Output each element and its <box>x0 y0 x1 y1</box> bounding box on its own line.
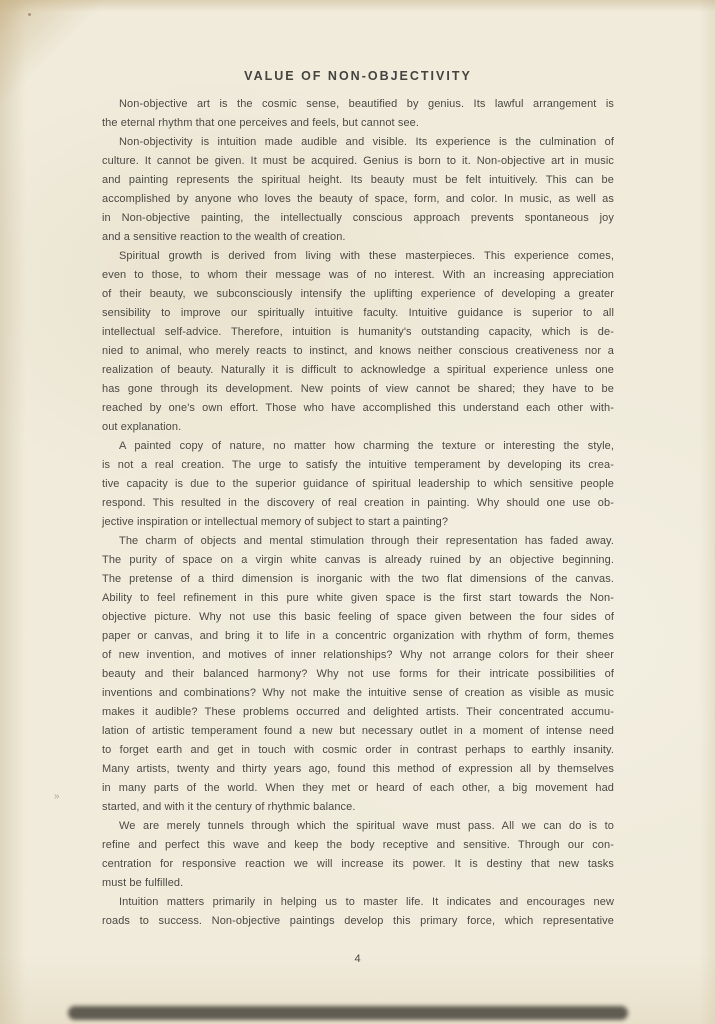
text-line: Non-objectivity is intuition made audible and visible. Its experience is the culmination of <box>119 136 614 148</box>
paragraph <box>102 133 614 247</box>
text-line: objective picture. Why not use this basic feeling of space given between the four sides of <box>102 611 614 623</box>
text-line: jective inspiration or intellectual memory of subject to start a painting? <box>102 516 449 528</box>
text-line: nied to animal, who merely reacts to instinct, and knows neither conscious creativeness nor a <box>102 345 614 357</box>
text-block <box>102 68 614 931</box>
text-line: Non-objective art is the cosmic sense, beautified by genius. Its lawful arrangement is <box>119 98 614 110</box>
text-line: The pretense of a third dimension is inorganic with the two flat dimensions of the canvas. <box>102 573 614 585</box>
text-line: reached by one's own effort. Those who have accomplished this understand each other with- <box>102 402 614 414</box>
text-line: Intuition matters primarily in helping us to master life. It indicates and encourages new <box>119 896 614 908</box>
text-line: the eternal rhythm that one perceives and feels, but cannot see. <box>102 117 420 129</box>
text-line: lation of artistic temperament found a new but necessary outlet in a moment of intense need <box>102 725 614 737</box>
scan-edge-shadow <box>68 1006 628 1020</box>
text-line: accomplished by anyone who loves the beauty of space, form, and color. In music, as well as <box>102 193 614 205</box>
text-line: and a sensitive reaction to the wealth of creation. <box>102 231 346 243</box>
text-line: must be fulfilled. <box>102 877 184 889</box>
text-line: has gone through its development. New points of view cannot be shared; they have to be <box>102 383 614 395</box>
text-line: sensibility to improve our spiritually intuitive faculty. Intuitive guidance is superior to all <box>102 307 614 319</box>
text-line: The purity of space on a virgin white canvas is already ruined by an objective beginning. <box>102 554 614 566</box>
text-line: in many parts of the world. When they met or heard of each other, a big movement had <box>102 782 614 794</box>
page-title: VALUE OF NON-OBJECTIVITY <box>244 69 472 83</box>
text-line: started, and with it the century of rhythmic balance. <box>102 801 356 813</box>
paragraph <box>102 817 614 893</box>
text-line: We are merely tunnels through which the spiritual wave must pass. All we can do is to <box>119 820 614 832</box>
text-line: Many artists, twenty and thirty years ago, found this method of expression all by themselves <box>102 763 614 775</box>
text-line: roads to success. Non-objective paintings develop this primary force, which representative <box>102 915 614 927</box>
text-line: is not a real creation. The urge to satisfy the intuitive temperament by developing its crea- <box>102 459 614 471</box>
text-line: Spiritual growth is derived from living with these masterpieces. This experience comes, <box>119 250 614 262</box>
text-line: centration for responsive reaction we will increase its power. It is destiny that new tasks <box>102 858 614 870</box>
text-line: culture. It cannot be given. It must be acquired. Genius is born to it. Non-objective art in music <box>102 155 614 167</box>
text-line: beauty and their balanced harmony? Why not use forms for their intricate possibilities of <box>102 668 614 680</box>
text-line: intellectual self-advice. Therefore, intuition is humanity's outstanding capacity, which is de- <box>102 326 614 338</box>
text-line: paper or canvas, and bring it to life in a concentric organization with rhythm of form, themes <box>102 630 614 642</box>
text-line: out explanation. <box>102 421 182 433</box>
text-line: and painting represents the spiritual height. Its beauty must be felt intuitively. This can be <box>102 174 614 186</box>
page-number: 4 <box>354 953 361 965</box>
text-line: to forget earth and get in touch with cosmic order in contrast perhaps to earthly insanity. <box>102 744 614 756</box>
paragraph <box>102 437 614 532</box>
paragraph <box>102 893 614 931</box>
text-line: makes it audible? These problems occurred and delighted artists. Their concentrated accumu- <box>102 706 614 718</box>
text-line: respond. This resulted in the discovery of real creation in painting. Why should one use ob- <box>102 497 614 509</box>
paragraph <box>102 247 614 437</box>
text-line: of their beauty, we subconsciously intensify the uplifting experience of developing a greater <box>102 288 614 300</box>
text-line: even to those, to whom their message was of no interest. With an increasing appreciation <box>102 269 614 281</box>
text-line: Ability to feel refinement in this pure white given space is the first start towards the Non- <box>102 592 614 604</box>
text-line: tive capacity is due to the superior guidance of spiritual leadership to which sensitive people <box>102 478 614 490</box>
text-line: realization of beauty. Naturally it is difficult to acknowledge a spiritual experience unless one <box>102 364 614 376</box>
paragraph <box>102 532 614 817</box>
text-line: in Non-objective painting, the intellectually conscious approach prevents spontaneous joy <box>102 212 614 224</box>
text-line: inventions and combinations? Why not make the intuitive sense of creation as visible as music <box>102 687 614 699</box>
text-line: refine and perfect this wave and keep the body receptive and sensitive. Through our con- <box>102 839 614 851</box>
margin-mark: » <box>54 791 60 802</box>
text-line: of new invention, and motives of inner relationships? Why not arrange colors for their sheer <box>102 649 614 661</box>
text-line: The charm of objects and mental stimulation through their representation has faded away. <box>119 535 614 547</box>
paragraph <box>102 95 614 133</box>
paper-speck <box>28 13 31 16</box>
text-line: A painted copy of nature, no matter how charming the texture or interesting the style, <box>119 440 614 452</box>
body-text <box>102 95 614 931</box>
